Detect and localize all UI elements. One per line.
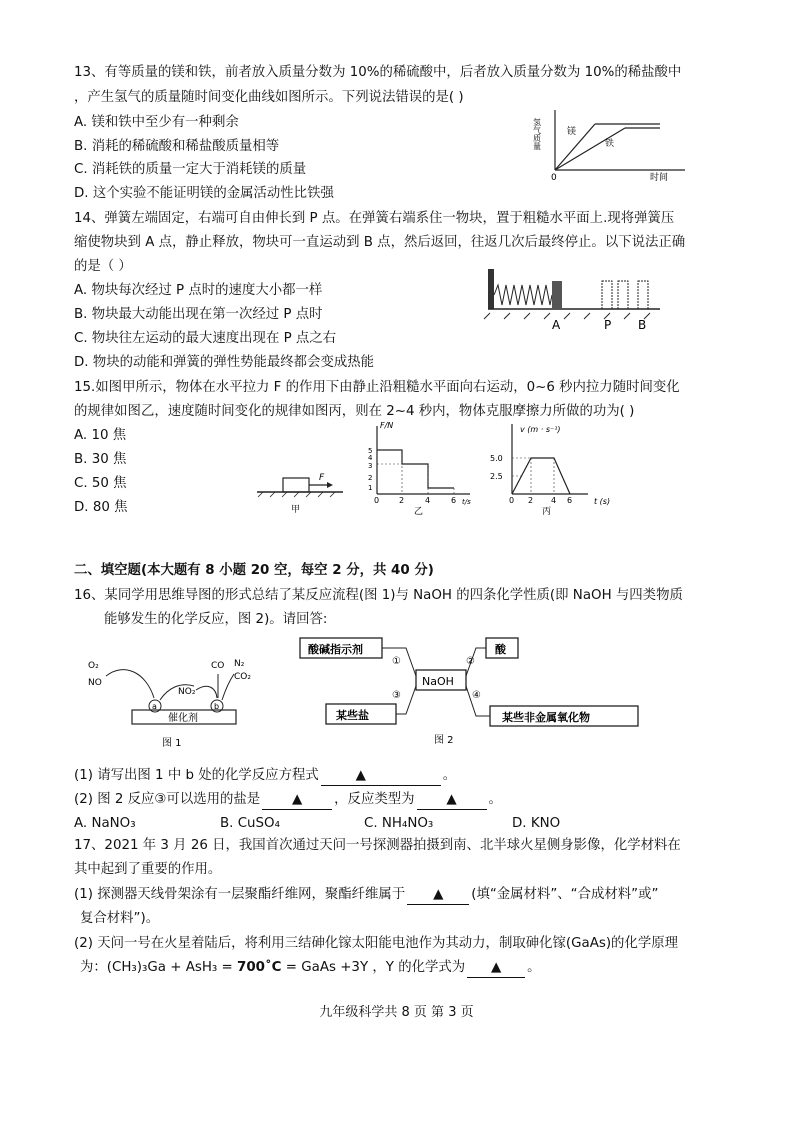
q16-stem-line2: 能够发生的化学反应，图 2)。请回答:: [104, 612, 328, 627]
page-footer: 九年级科学共 8 页 第 3 页: [319, 1005, 474, 1020]
q17-stem-line2: 其中起到了重要的作用。: [74, 862, 222, 877]
q13-hydrogen-graph: [532, 106, 695, 186]
q17-sub1-cont: 复合材料”)。: [80, 911, 160, 926]
svg-text:③: ③: [392, 690, 401, 701]
svg-text:2: 2: [368, 474, 373, 482]
q17-sub1: (1) 探测器天线骨架涂有一层聚酯纤维网，聚酯纤维属于 ▲ (填“金属材料”、“合成材料”或”: [74, 886, 658, 905]
q16-option-d: D. KNO: [512, 816, 561, 831]
q15-stem-line2: 的规律如图乙，速度随时间变化的规律如图丙，则在 2~4 秒内，物体克服摩擦力所做的功为( ): [74, 404, 635, 419]
svg-text:某些非金属氧化物: 某些非金属氧化物: [502, 711, 590, 724]
q16-stem-line1: 16、某同学用思维导图的形式总结了某反应流程(图 1)与 NaOH 的四条化学性质(即 NaOH 与四类物质: [74, 588, 683, 603]
svg-text:0: 0: [374, 496, 380, 505]
q15-fig-jia: [255, 470, 345, 515]
q16-sub1: (1) 请写出图 1 中 b 处的化学反应方程式 ▲ 。: [74, 767, 456, 786]
answer-blank[interactable]: ▲: [467, 959, 525, 978]
svg-text:v (m · s⁻¹): v (m · s⁻¹): [520, 425, 561, 434]
svg-text:酸: 酸: [495, 643, 506, 656]
q13-option-d: D. 这个实验不能证明镁的金属活动性比铁强: [74, 186, 334, 201]
q13-option-c: C. 消耗铁的质量一定大于消耗镁的质量: [74, 162, 307, 177]
q15-fig-yi: [362, 418, 482, 518]
answer-blank[interactable]: ▲: [321, 767, 441, 786]
section-2-heading: 二、填空题(本大题有 8 小题 20 空，每空 2 分，共 40 分): [74, 563, 434, 578]
svg-text:a: a: [152, 702, 157, 711]
q16-figure-2: [296, 636, 641, 746]
graph-ylabel: 氢气质量: [532, 118, 542, 150]
svg-text:图 2: 图 2: [434, 735, 454, 746]
svg-text:丙: 丙: [542, 507, 552, 517]
svg-text:CO: CO: [211, 661, 225, 671]
svg-text:0: 0: [551, 173, 557, 183]
svg-text:某些盐: 某些盐: [336, 709, 369, 722]
answer-blank[interactable]: ▲: [417, 791, 487, 810]
q15-option-c: C. 50 焦: [74, 476, 127, 491]
q14-spring-figure: [480, 263, 670, 333]
svg-text:催化剂: 催化剂: [168, 713, 198, 724]
svg-text:2: 2: [528, 496, 534, 505]
q17-stem-line1: 17、2021 年 3 月 26 日，我国首次通过天问一号探测器拍摄到南、北半球火星侧身影像，化学材料在: [74, 838, 681, 853]
reaction-condition: 700˚C: [237, 960, 282, 975]
q16-figure-1: [84, 652, 254, 752]
q13-option-b: B. 消耗的稀硫酸和稀盐酸质量相等: [74, 139, 280, 154]
svg-text:①: ①: [392, 656, 401, 667]
svg-text:图 1: 图 1: [162, 738, 182, 749]
svg-text:t/s: t/s: [462, 498, 471, 506]
q17-sub2: (2) 天问一号在火星着陆后，将利用三结砷化镓太阳能电池作为其动力，制取砷化镓(GaAs)的化学原理: [74, 936, 679, 951]
svg-text:6: 6: [567, 496, 573, 505]
svg-text:1: 1: [368, 484, 373, 492]
svg-text:铁: 铁: [605, 139, 615, 149]
svg-text:b: b: [214, 702, 220, 711]
q16-option-a: A. NaNO₃: [74, 816, 136, 831]
svg-text:CO₂: CO₂: [234, 672, 251, 682]
svg-text:NO₂: NO₂: [178, 687, 196, 697]
q15-stem-line1: 15.如图甲所示，物体在水平拉力 F 的作用下由静止沿粗糙水平面向右运动，0~6 秒内拉力随时间变化: [74, 380, 680, 395]
svg-text:P: P: [604, 318, 612, 332]
svg-text:镁: 镁: [567, 127, 577, 137]
q13-stem-line1: 13、有等质量的镁和铁，前者放入质量分数为 10%的稀硫酸中，后者放入质量分数为 10%的稀盐酸中: [74, 65, 682, 80]
fe-line: [555, 128, 625, 170]
q15-option-b: B. 30 焦: [74, 452, 127, 467]
svg-text:4: 4: [425, 496, 431, 505]
svg-text:3: 3: [368, 462, 373, 470]
svg-text:④: ④: [472, 690, 481, 701]
block-at-a: [552, 281, 562, 309]
q14-option-d: D. 物块的动能和弹簧的弹性势能最终都会变成热能: [74, 355, 375, 370]
q14-stem-line3: 的是（ ）: [74, 259, 132, 274]
svg-text:B: B: [638, 318, 647, 332]
q16-sub2: (2) 图 2 反应③可以选用的盐是 ▲ ，反应类型为 ▲ 。: [74, 791, 502, 810]
svg-text:5.0: 5.0: [490, 454, 503, 463]
svg-text:A: A: [552, 318, 561, 332]
q14-option-b: B. 物块最大动能出现在第一次经过 P 点时: [74, 307, 323, 322]
svg-text:5: 5: [368, 447, 373, 455]
svg-text:乙: 乙: [414, 507, 424, 517]
svg-text:t (s): t (s): [594, 497, 611, 506]
q16-option-b: B. CuSO₄: [220, 816, 280, 831]
svg-text:4: 4: [551, 496, 557, 505]
svg-text:NaOH: NaOH: [422, 675, 454, 688]
svg-text:6: 6: [451, 496, 457, 505]
q14-option-c: C. 物块往左运动的最大速度出现在 P 点之右: [74, 331, 337, 346]
q14-stem-line1: 14、弹簧左端固定，右端可自由伸长到 P 点。在弹簧右端系住一物块，置于粗糙水平面上.现将弹簧压: [74, 211, 675, 226]
svg-text:4: 4: [368, 454, 373, 462]
svg-text:2: 2: [399, 496, 405, 505]
svg-text:NO: NO: [88, 678, 102, 688]
svg-text:2.5: 2.5: [490, 472, 503, 481]
svg-text:N₂: N₂: [234, 659, 245, 669]
q13-option-a: A. 镁和铁中至少有一种剩余: [74, 115, 239, 130]
svg-text:酸碱指示剂: 酸碱指示剂: [308, 643, 363, 656]
q15-fig-bing: [488, 418, 628, 518]
q14-option-a: A. 物块每次经过 P 点时的速度大小都一样: [74, 283, 323, 298]
q15-option-d: D. 80 焦: [74, 500, 128, 515]
answer-blank[interactable]: ▲: [262, 791, 332, 810]
svg-text:②: ②: [466, 656, 475, 667]
svg-text:时间: 时间: [650, 173, 669, 183]
q17-sub2-eq: 为：(CH₃)₃Ga + AsH₃ = 700˚C = GaAs +3Y ，Y 的化学式为 ▲ 。: [80, 959, 541, 978]
q16-option-c: C. NH₄NO₃: [364, 816, 434, 831]
q13-stem-line2: ，产生氢气的质量随时间变化曲线如图所示。下列说法错误的是( ): [74, 90, 464, 105]
svg-text:F: F: [319, 473, 325, 483]
svg-text:F/N: F/N: [380, 421, 394, 430]
answer-blank[interactable]: ▲: [407, 886, 469, 905]
svg-text:O₂: O₂: [88, 661, 99, 671]
svg-text:0: 0: [509, 496, 515, 505]
q14-stem-line2: 缩使物块到 A 点，静止释放，物块可一直运动到 B 点，然后返回，往返几次后最终停止。以下说法正确: [74, 235, 686, 250]
q15-option-a: A. 10 焦: [74, 428, 127, 443]
svg-text:甲: 甲: [291, 505, 301, 515]
